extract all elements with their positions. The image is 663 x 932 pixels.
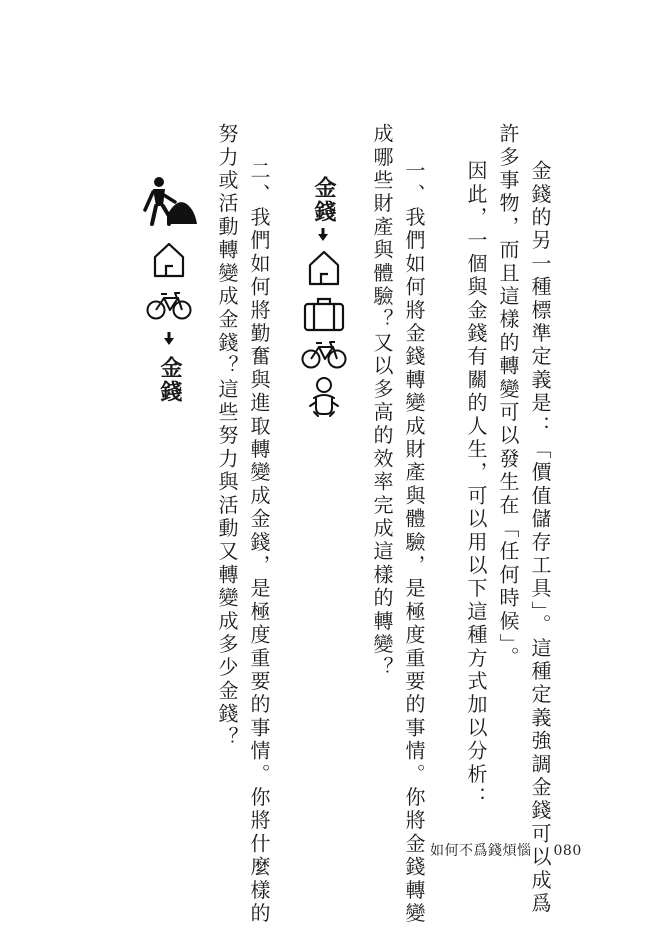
house-icon bbox=[306, 248, 342, 288]
suitcase-icon bbox=[303, 296, 345, 332]
paragraph-2-line-2: 成哪些財產與體驗？又以多高的效率完成這樣的轉變？ bbox=[370, 123, 394, 680]
paragraph-1-line-3: 因此，一個與金錢有關的人生，可以用以下這種方式加以分析： bbox=[464, 160, 488, 810]
bicycle-icon bbox=[146, 291, 192, 321]
paragraph-3-line-2: 努力或活動轉變成金錢？這些努力與活動又轉變成多少金錢？ bbox=[215, 123, 239, 750]
paragraph-1-line-2: 許多事物，而且這樣的轉變可以發生在「任何時候」。 bbox=[496, 123, 520, 670]
house-icon bbox=[151, 240, 187, 280]
money-label: 金錢 bbox=[311, 176, 336, 224]
money-label: 金錢 bbox=[157, 356, 182, 404]
page-number: 080 bbox=[553, 843, 582, 859]
paragraph-2-line-1: 一、我們如何將金錢轉變成財產與體驗，是極度重要的事情。你將金錢轉變 bbox=[402, 160, 426, 926]
bicycle-icon bbox=[301, 340, 347, 370]
worker-digging-icon bbox=[139, 176, 199, 228]
running-title: 如何不爲錢煩惱 bbox=[430, 843, 532, 859]
page-footer bbox=[430, 840, 582, 860]
paragraph-1-line-1: 金錢的另一種標準定義是：「價值儲存工具」。這種定義強調金錢可以成爲 bbox=[528, 160, 552, 916]
arrow-down-icon bbox=[318, 228, 328, 242]
arrow-down-icon bbox=[164, 332, 174, 346]
baby-icon bbox=[306, 376, 342, 418]
paragraph-3-line-1: 二、我們如何將勤奮與進取轉變成金錢，是極度重要的事情。你將什麼樣的 bbox=[247, 160, 271, 926]
